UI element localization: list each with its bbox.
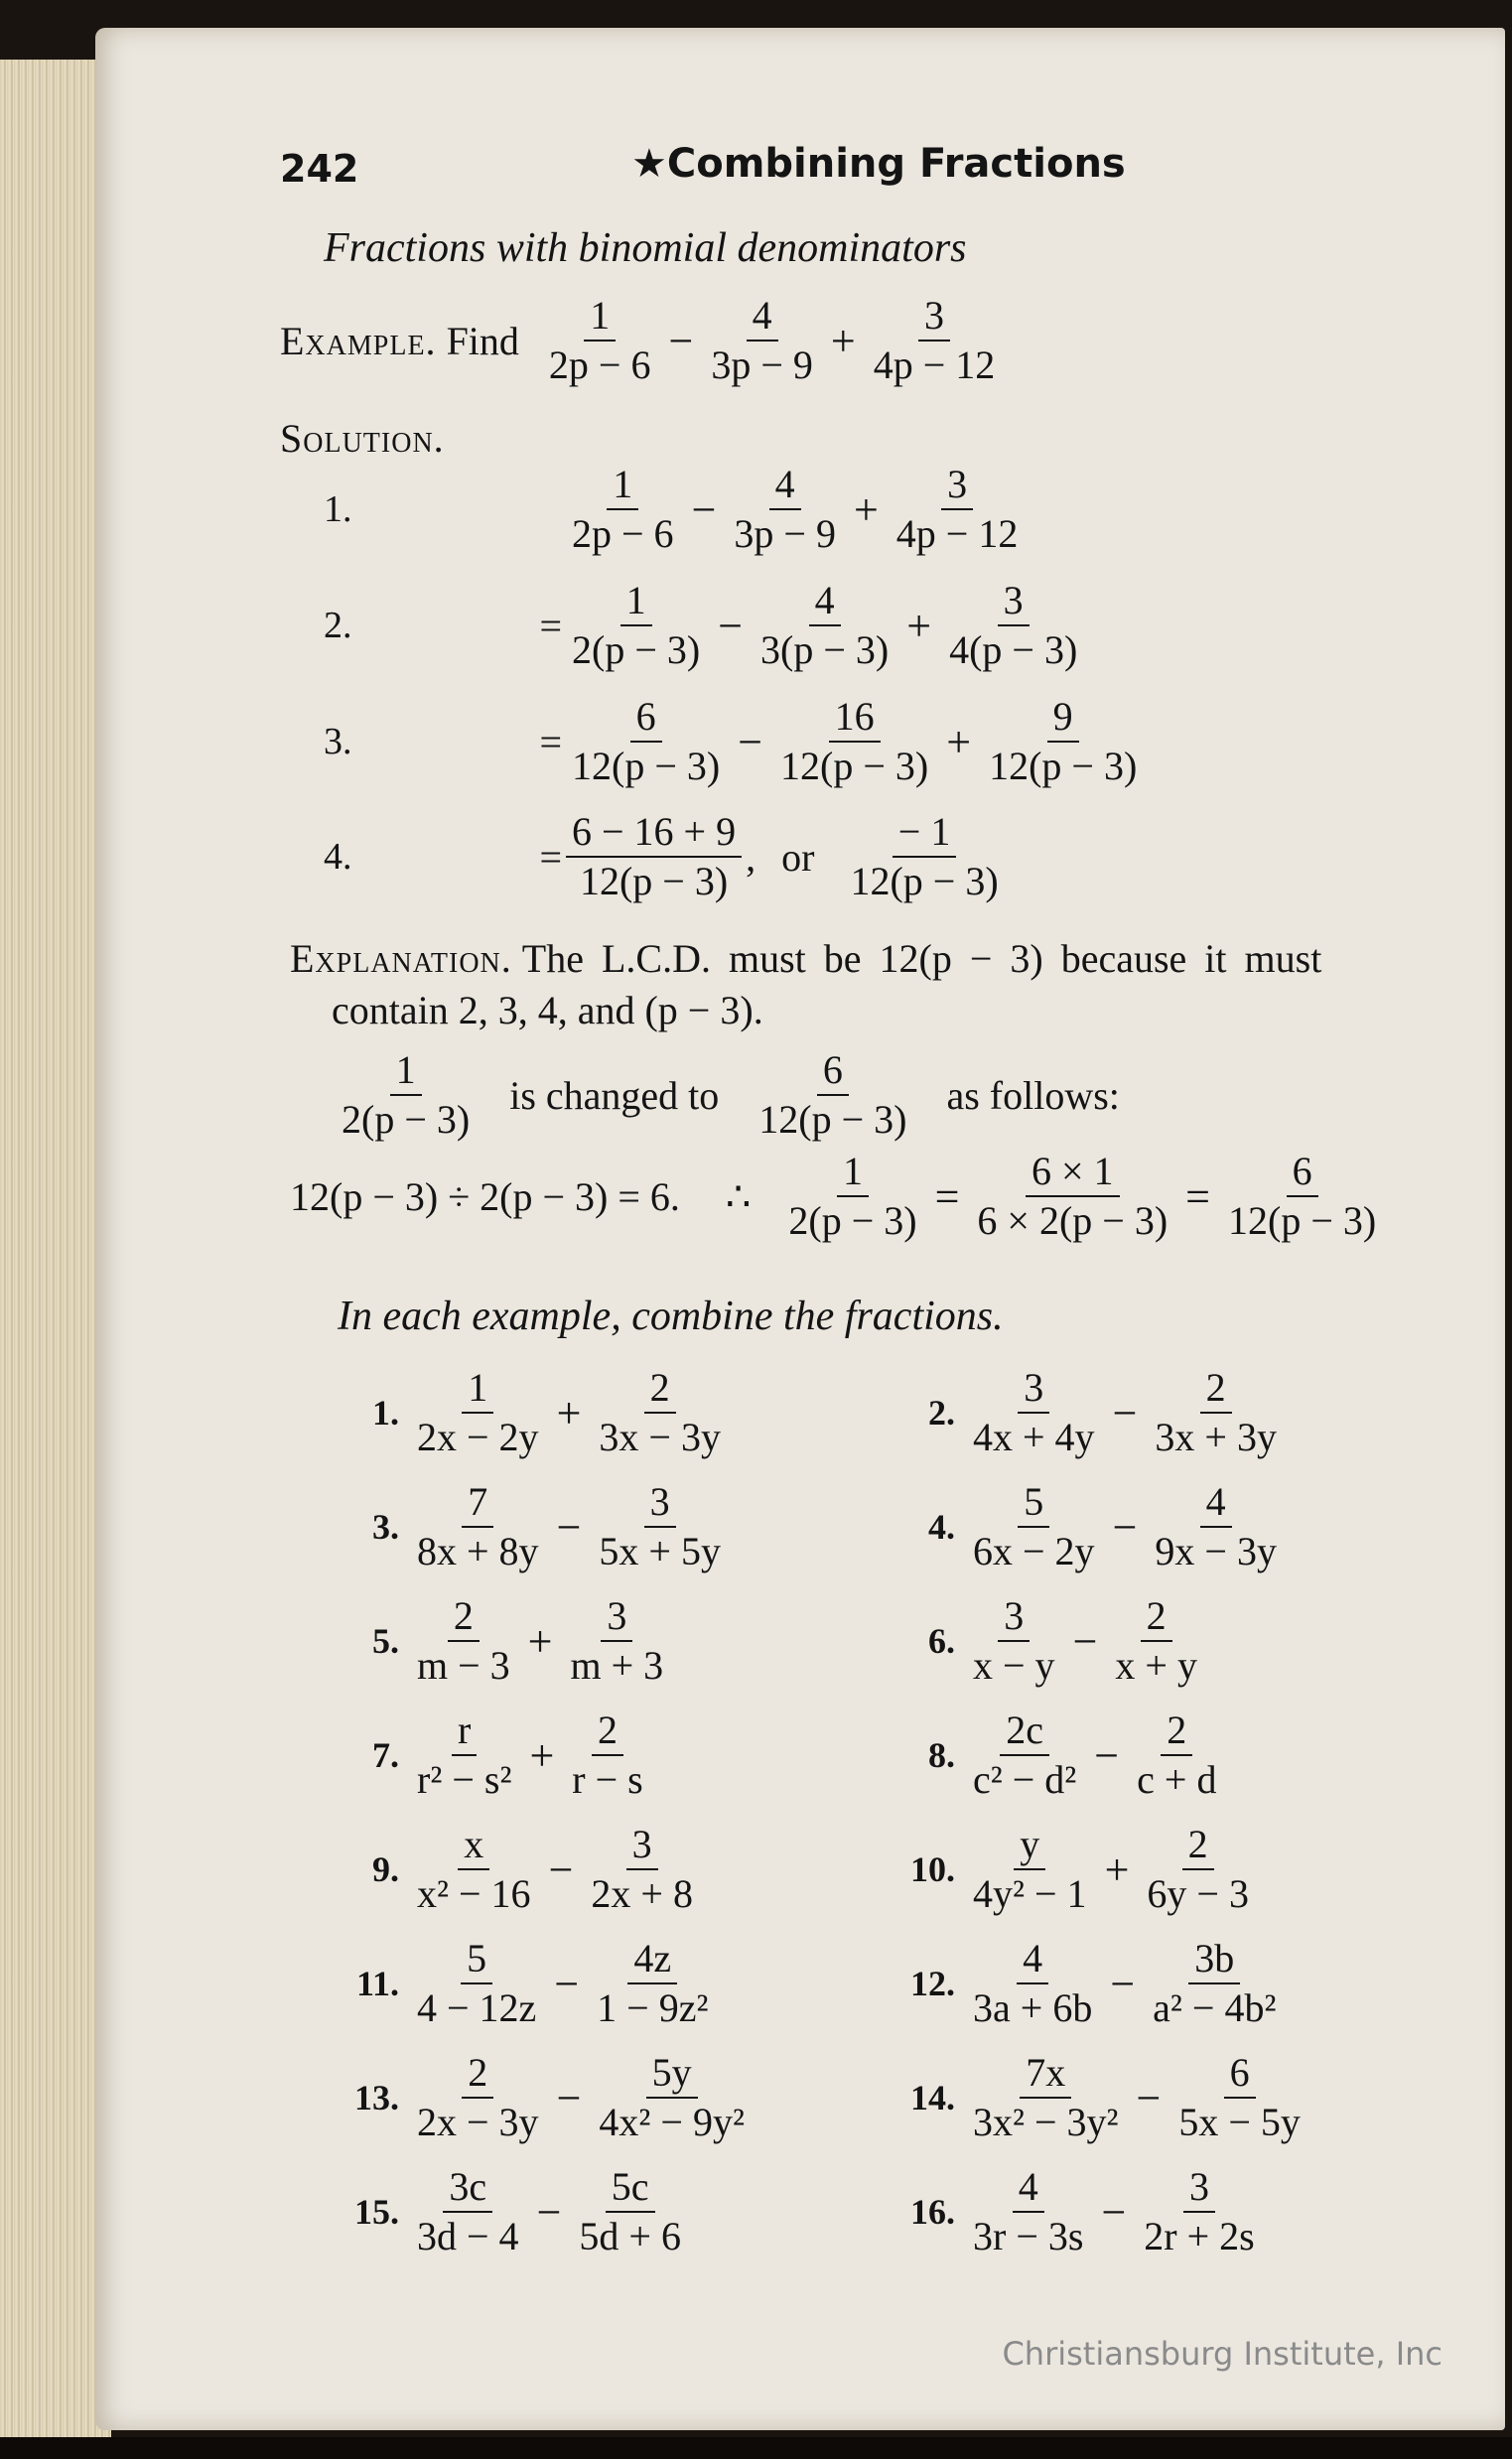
problem-number: 7.	[372, 1735, 399, 1775]
problem-item	[899, 1365, 1287, 1459]
fraction: $\frac{2}{x + y}$	[1115, 1593, 1197, 1688]
operator: +	[527, 1616, 553, 1666]
fraction: $\frac{6}{12(p - 3)}$	[1228, 1149, 1377, 1243]
operator: +	[830, 316, 856, 365]
operator: −	[1094, 1730, 1120, 1780]
problem-number: 16.	[910, 2192, 955, 2232]
problem-number: 6.	[928, 1621, 955, 1661]
operator: −	[738, 717, 763, 766]
problem-number: 13.	[354, 2078, 399, 2117]
fraction: $\frac{5}{4 - 12z}$	[417, 1936, 537, 2030]
bottom-edge	[0, 2437, 1512, 2459]
fraction: $\frac{x}{\text{x² − 16}}$	[417, 1822, 531, 1916]
fraction: $\frac{3}{4x + 4y}$	[973, 1365, 1095, 1459]
fraction: $\frac{2}{3x - 3y}$	[599, 1365, 721, 1459]
fraction: $\frac{5}{6x - 2y}$	[973, 1479, 1095, 1573]
step-number: 2.	[324, 605, 352, 646]
operator: −	[1136, 2073, 1162, 2122]
solution-step	[324, 578, 1087, 672]
problem-item	[899, 1822, 1259, 1916]
operator: −	[1112, 1388, 1138, 1437]
fraction: $\frac{1}{2x - 2y}$	[417, 1365, 539, 1459]
problem-number: 10.	[910, 1849, 955, 1889]
equals: =	[539, 603, 562, 648]
fraction: $\frac{2}{r - s}$	[572, 1708, 643, 1802]
problem-item	[344, 1593, 673, 1688]
problem-item	[899, 2050, 1310, 2144]
operator: +	[946, 717, 972, 766]
problem-number: 4.	[928, 1507, 955, 1547]
fraction: $\frac{3}{4(p - 3)}$	[949, 578, 1078, 672]
fraction: $\frac{y}{\text{4y² − 1}}$	[973, 1822, 1087, 1916]
problem-number: 1.	[372, 1393, 399, 1433]
fraction: $\frac{1}{2(p - 3)}$	[788, 1149, 917, 1243]
operator: +	[556, 1388, 582, 1437]
fraction: $\frac{2}{6y - 3}$	[1147, 1822, 1249, 1916]
fraction: $\frac{2}{3x + 3y}$	[1155, 1365, 1277, 1459]
operator: −	[1101, 2187, 1127, 2237]
problem-item	[344, 2050, 755, 2144]
fraction: $\frac{2c}{\text{c² − d²}}$	[973, 1708, 1077, 1802]
solution-step	[324, 694, 1147, 788]
running-title: ★Combining Fractions	[631, 141, 1126, 187]
watermark: Christiansburg Institute, Inc	[1002, 2335, 1443, 2373]
calc-lhs: 12(p − 3) ÷ 2(p − 3) = 6.	[290, 1173, 680, 1219]
example-label: Example.	[280, 318, 437, 363]
fraction: $\frac{9}{12(p - 3)}$	[989, 694, 1138, 788]
equals: =	[934, 1171, 960, 1221]
fraction: $\frac{1}{2(p - 3)}$	[342, 1047, 471, 1142]
problem-number: 5.	[372, 1621, 399, 1661]
fraction: $\frac{7}{8x + 8y}$	[417, 1479, 539, 1573]
problem-item	[344, 1710, 653, 1800]
fraction: $\frac{1}{2p - 6}$	[548, 293, 651, 387]
problem-item	[344, 1479, 731, 1573]
fraction: $\frac{3b}{\text{a² − 4b²}}$	[1153, 1936, 1277, 2030]
fraction: $\frac{4}{3p - 9}$	[734, 462, 836, 556]
operator: −	[556, 2073, 582, 2122]
problem-item	[344, 1365, 731, 1459]
problem-item	[899, 1479, 1287, 1573]
operator: −	[554, 1959, 580, 2008]
fraction: $\frac{3}{4p - 12}$	[895, 462, 1019, 556]
changed-tail: as follows:	[946, 1072, 1120, 1118]
fraction: $\frac{3}{5x + 5y}$	[599, 1479, 721, 1573]
operator: −	[548, 1844, 574, 1894]
problem-item	[344, 1936, 718, 2030]
fraction: $\frac{3c}{3d - 4}$	[417, 2164, 519, 2258]
operator: −	[718, 601, 744, 650]
problem-item	[899, 2164, 1265, 2258]
page-number: 242	[280, 147, 359, 191]
section-title: Fractions with binomial denominators	[324, 225, 967, 271]
solution-label: Solution.	[280, 416, 445, 461]
problem-number: 11.	[355, 1964, 399, 2003]
step-number: 1.	[324, 488, 352, 530]
explanation-label: Explanation.	[290, 936, 512, 981]
fraction: $\frac{2}{2x - 3y}$	[417, 2050, 539, 2144]
equals: =	[539, 834, 562, 880]
example-line	[280, 293, 1005, 387]
explanation-line-2: contain 2, 3, 4, and (p − 3).	[332, 988, 763, 1032]
instruction: In each example, combine the fractions.	[338, 1294, 1004, 1339]
fraction: $\frac{2}{m - 3}$	[417, 1593, 510, 1688]
operator: −	[668, 316, 694, 365]
operator: +	[906, 601, 932, 650]
fraction: $\frac{3}{2x + 8}$	[591, 1822, 693, 1916]
fraction: $\frac{1}{2(p - 3)}$	[572, 578, 701, 672]
explanation-line-1	[290, 935, 1321, 982]
operator: −	[1110, 1959, 1136, 2008]
fraction: $\frac{4}{3p - 9}$	[711, 293, 813, 387]
fraction: $\frac{2}{c + d}$	[1137, 1708, 1217, 1802]
equals: =	[1185, 1171, 1210, 1221]
fraction: $\frac{- 1}{12(p - 3)}$	[850, 809, 999, 903]
fraction: $\frac{5y}{\text{4x² − 9y²}}$	[599, 2050, 745, 2144]
fraction: $\frac{6}{5x - 5y}$	[1178, 2050, 1301, 2144]
fraction: $\frac{4}{3(p - 3)}$	[760, 578, 890, 672]
or-word: or	[781, 834, 815, 880]
problem-item	[344, 1822, 703, 1916]
problem-number: 2.	[928, 1393, 955, 1433]
problem-item	[899, 1593, 1207, 1688]
fraction: $\frac{7x}{\text{3x² − 3y²}}$	[973, 2050, 1119, 2144]
fraction: $\frac{4z}{\text{1 − 9z²}}$	[597, 1936, 709, 2030]
fraction: $\frac{3}{2r + 2s}$	[1144, 2164, 1255, 2258]
operator: −	[1112, 1502, 1138, 1552]
fraction: $\frac{4}{3r - 3s}$	[973, 2164, 1084, 2258]
step-number: 4.	[324, 836, 352, 878]
fraction: $\frac{6}{12(p - 3)}$	[572, 694, 721, 788]
step-number: 3.	[324, 721, 352, 762]
operator: −	[691, 484, 717, 534]
fraction: $\frac{4}{9x - 3y}$	[1155, 1479, 1277, 1573]
equals: =	[539, 719, 562, 764]
operator: −	[536, 2187, 562, 2237]
problem-number: 9.	[372, 1849, 399, 1889]
fraction: $\frac{3}{m + 3}$	[570, 1593, 664, 1688]
operator: −	[556, 1502, 582, 1552]
operator: −	[1072, 1616, 1098, 1666]
problem-item	[899, 1710, 1226, 1800]
operator: +	[1104, 1844, 1130, 1894]
problem-item	[344, 2164, 691, 2258]
solution-step	[324, 462, 1028, 556]
fraction: $\frac{4}{3a + 6b}$	[973, 1936, 1093, 2030]
fraction: $\frac{3}{4p - 12}$	[873, 293, 996, 387]
fraction: $\frac{5c}{5d + 6}$	[579, 2164, 681, 2258]
explanation-text: The L.C.D. must be 12(p − 3) because it must	[521, 936, 1322, 981]
comma: ,	[746, 834, 756, 880]
changed-line	[332, 1047, 1120, 1142]
problem-number: 12.	[910, 1964, 955, 2003]
therefore-symbol: ∴	[725, 1173, 752, 1219]
problem-number: 8.	[928, 1735, 955, 1775]
operator: +	[529, 1730, 555, 1780]
fraction: $\frac{6 - 16 + 9}{12(p - 3)}$	[566, 812, 742, 901]
solution-step	[324, 809, 1009, 903]
problem-number: 15.	[354, 2192, 399, 2232]
calc-line	[290, 1149, 1386, 1243]
problem-item	[899, 1936, 1286, 2030]
problem-number: 3.	[372, 1507, 399, 1547]
fraction: $\frac{16}{12(p - 3)}$	[780, 694, 929, 788]
operator: +	[853, 484, 879, 534]
fraction: $\frac{1}{2p - 6}$	[572, 462, 674, 556]
fraction: $\frac{6}{12(p - 3)}$	[758, 1047, 907, 1142]
example-find: Find	[446, 318, 519, 363]
fraction: $\frac{6 \times 1}{6 \times 2(p - 3)}$	[977, 1149, 1168, 1243]
fraction: $\frac{3}{x - y}$	[973, 1593, 1055, 1688]
changed-text: is changed to	[509, 1072, 720, 1118]
fraction: $\frac{r}{\text{r² − s²}}$	[417, 1708, 512, 1802]
problem-number: 14.	[910, 2078, 955, 2117]
